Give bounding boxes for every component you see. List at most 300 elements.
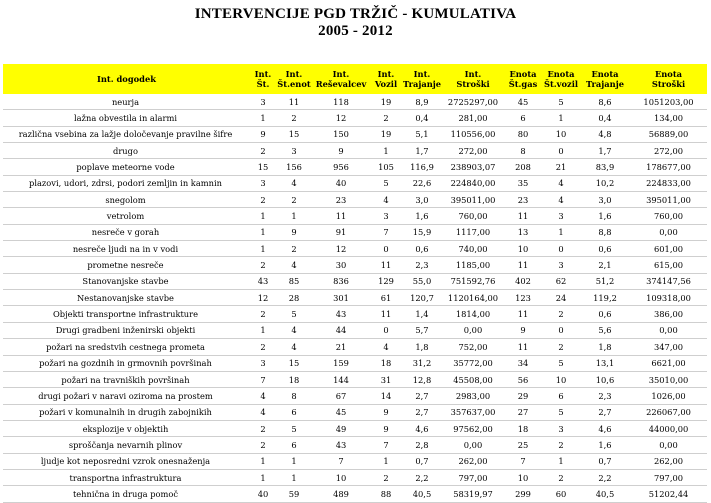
table-cell: 5 bbox=[370, 175, 402, 191]
column-header-label: Vozil bbox=[374, 79, 398, 89]
table-cell: 11 bbox=[276, 94, 312, 110]
row-event-name: plazovi, udori, zdrsi, podori zemljin in kamnin bbox=[3, 175, 250, 191]
table-cell: 88 bbox=[370, 486, 402, 502]
table-cell: 34 bbox=[504, 355, 542, 371]
table-cell: 123 bbox=[504, 290, 542, 306]
table-cell: 44000,00 bbox=[630, 420, 707, 436]
table-cell: 301 bbox=[312, 290, 370, 306]
table-cell: 110556,00 bbox=[442, 126, 504, 142]
table-row bbox=[3, 306, 707, 322]
table-cell: 23 bbox=[312, 192, 370, 208]
table-cell: 4 bbox=[276, 175, 312, 191]
table-cell: 35010,00 bbox=[630, 371, 707, 387]
table-cell: 272,00 bbox=[630, 143, 707, 159]
table-cell: 2 bbox=[276, 241, 312, 257]
table-cell: 4 bbox=[250, 404, 276, 420]
table-cell: 1185,00 bbox=[442, 257, 504, 273]
table-cell: 8,6 bbox=[580, 94, 630, 110]
table-cell: 1,8 bbox=[402, 339, 442, 355]
table-cell: 45 bbox=[312, 404, 370, 420]
table-cell: 740,00 bbox=[442, 241, 504, 257]
table-cell: 43 bbox=[312, 306, 370, 322]
table-cell: 62 bbox=[542, 273, 580, 289]
table-body bbox=[3, 94, 707, 502]
table-cell: 3 bbox=[542, 208, 580, 224]
column-header-label: Št. bbox=[256, 79, 270, 89]
row-event-name: tehnična in druga pomoč bbox=[3, 486, 250, 502]
table-cell: 262,00 bbox=[442, 453, 504, 469]
table-cell: 224833,00 bbox=[630, 175, 707, 191]
row-event-name: transportna infrastruktura bbox=[3, 469, 250, 485]
table-cell: 272,00 bbox=[442, 143, 504, 159]
table-cell: 40 bbox=[250, 486, 276, 502]
table-cell: 1 bbox=[250, 241, 276, 257]
table-cell: 2 bbox=[250, 339, 276, 355]
table-cell: 118 bbox=[312, 94, 370, 110]
table-cell: 1,8 bbox=[580, 339, 630, 355]
table-cell: 8,8 bbox=[580, 224, 630, 240]
table-cell: 60 bbox=[542, 486, 580, 502]
table-cell: 1026,00 bbox=[630, 388, 707, 404]
table-cell: 1,6 bbox=[580, 437, 630, 453]
table-cell: 2 bbox=[250, 420, 276, 436]
table-cell: 19 bbox=[370, 126, 402, 142]
table-cell: 1 bbox=[542, 110, 580, 126]
table-cell: 43 bbox=[312, 437, 370, 453]
column-header bbox=[542, 64, 580, 94]
row-event-name: Stanovanjske stavbe bbox=[3, 273, 250, 289]
column-header-label: Int. bbox=[377, 69, 395, 79]
table-cell: 1814,00 bbox=[442, 306, 504, 322]
table-cell: 5 bbox=[542, 94, 580, 110]
table-cell: 9 bbox=[276, 224, 312, 240]
table-cell: 43 bbox=[250, 273, 276, 289]
table-cell: 55,0 bbox=[402, 273, 442, 289]
table-cell: 9 bbox=[370, 420, 402, 436]
table-cell: 0,00 bbox=[630, 437, 707, 453]
table-cell: 0 bbox=[370, 322, 402, 338]
table-cell: 797,00 bbox=[630, 469, 707, 485]
row-event-name: lažna obvestila in alarmi bbox=[3, 110, 250, 126]
row-event-name: ljudje kot neposredni vzrok onesnaženja bbox=[3, 453, 250, 469]
column-header-label: Int. bbox=[254, 69, 272, 79]
table-cell: 18 bbox=[504, 420, 542, 436]
row-event-name: drugi požari v naravi oziroma na prostem bbox=[3, 388, 250, 404]
column-header-label: Enota bbox=[654, 69, 683, 79]
table-row bbox=[3, 273, 707, 289]
table-cell: 2,1 bbox=[580, 257, 630, 273]
table-cell: 2 bbox=[542, 306, 580, 322]
table-cell: 1 bbox=[276, 469, 312, 485]
table-row bbox=[3, 143, 707, 159]
table-cell: 374147,56 bbox=[630, 273, 707, 289]
table-cell: 238903,07 bbox=[442, 159, 504, 175]
table-cell: 156 bbox=[276, 159, 312, 175]
table-cell: 0 bbox=[542, 322, 580, 338]
row-event-name: snegolom bbox=[3, 192, 250, 208]
table-cell: 119,2 bbox=[580, 290, 630, 306]
table-cell: 5,1 bbox=[402, 126, 442, 142]
table-cell: 4,6 bbox=[580, 420, 630, 436]
row-event-name: požari na sredstvih cestnega prometa bbox=[3, 339, 250, 355]
table-row bbox=[3, 355, 707, 371]
table-cell: 12 bbox=[312, 110, 370, 126]
table-cell: 31 bbox=[370, 371, 402, 387]
table-cell: 8 bbox=[276, 388, 312, 404]
table-cell: 760,00 bbox=[630, 208, 707, 224]
table-cell: 4 bbox=[370, 192, 402, 208]
table-cell: 2 bbox=[370, 110, 402, 126]
table-cell: 56 bbox=[504, 371, 542, 387]
table-cell: 116,9 bbox=[402, 159, 442, 175]
table-cell: 35772,00 bbox=[442, 355, 504, 371]
table-cell: 1051203,00 bbox=[630, 94, 707, 110]
column-header bbox=[442, 64, 504, 94]
column-header-label: Enota bbox=[509, 69, 537, 79]
table-cell: 0 bbox=[542, 143, 580, 159]
table-cell: 0,6 bbox=[580, 241, 630, 257]
table-cell: 357637,00 bbox=[442, 404, 504, 420]
table-row bbox=[3, 453, 707, 469]
table-cell: 2,7 bbox=[580, 404, 630, 420]
table-cell: 208 bbox=[504, 159, 542, 175]
table-cell: 489 bbox=[312, 486, 370, 502]
table-cell: 0 bbox=[542, 241, 580, 257]
table-cell: 109318,00 bbox=[630, 290, 707, 306]
column-header-label: Enota bbox=[547, 69, 575, 79]
table-cell: 8,9 bbox=[402, 94, 442, 110]
table-cell: 91 bbox=[312, 224, 370, 240]
table-cell: 9 bbox=[250, 126, 276, 142]
table-cell: 5 bbox=[276, 306, 312, 322]
table-cell: 760,00 bbox=[442, 208, 504, 224]
row-event-name: Objekti transportne infrastrukture bbox=[3, 306, 250, 322]
table-cell: 13 bbox=[504, 224, 542, 240]
table-cell: 134,00 bbox=[630, 110, 707, 126]
table-cell: 2,7 bbox=[402, 404, 442, 420]
table-cell: 5,7 bbox=[402, 322, 442, 338]
table-row bbox=[3, 486, 707, 502]
table-row bbox=[3, 469, 707, 485]
column-header bbox=[370, 64, 402, 94]
table-cell: 0,4 bbox=[580, 110, 630, 126]
table-cell: 402 bbox=[504, 273, 542, 289]
row-event-name: drugo bbox=[3, 143, 250, 159]
table-cell: 2 bbox=[250, 192, 276, 208]
row-event-name: požari v komunalnih in drugih zabojnikih bbox=[3, 404, 250, 420]
table-row bbox=[3, 290, 707, 306]
table-row bbox=[3, 192, 707, 208]
table-cell: 226067,00 bbox=[630, 404, 707, 420]
table-cell: 1,6 bbox=[580, 208, 630, 224]
table-cell: 347,00 bbox=[630, 339, 707, 355]
column-header-label: Int. bbox=[413, 69, 431, 79]
table-cell: 4 bbox=[542, 192, 580, 208]
table-cell: 3,0 bbox=[580, 192, 630, 208]
table-cell: 0,00 bbox=[630, 322, 707, 338]
table-cell: 4 bbox=[370, 339, 402, 355]
table-cell: 4 bbox=[542, 175, 580, 191]
table-cell: 10 bbox=[312, 469, 370, 485]
table-cell: 25 bbox=[504, 437, 542, 453]
column-header-event bbox=[3, 64, 250, 94]
title-block bbox=[0, 6, 711, 40]
table-cell: 752,00 bbox=[442, 339, 504, 355]
table-cell: 80 bbox=[504, 126, 542, 142]
table-cell: 4 bbox=[276, 257, 312, 273]
table-cell: 7 bbox=[370, 437, 402, 453]
table-cell: 8 bbox=[504, 143, 542, 159]
table-cell: 615,00 bbox=[630, 257, 707, 273]
table-cell: 178677,00 bbox=[630, 159, 707, 175]
table-cell: 105 bbox=[370, 159, 402, 175]
table-cell: 58319,97 bbox=[442, 486, 504, 502]
table-cell: 1 bbox=[250, 469, 276, 485]
table-cell: 10 bbox=[504, 469, 542, 485]
row-event-name: Nestanovanjske stavbe bbox=[3, 290, 250, 306]
table-cell: 1 bbox=[370, 143, 402, 159]
table-cell: 4,8 bbox=[580, 126, 630, 142]
table-row bbox=[3, 126, 707, 142]
table-cell: 956 bbox=[312, 159, 370, 175]
table-cell: 4 bbox=[276, 322, 312, 338]
table-cell: 1120164,00 bbox=[442, 290, 504, 306]
table-cell: 9 bbox=[504, 322, 542, 338]
table-cell: 2,3 bbox=[402, 257, 442, 273]
table-cell: 28 bbox=[276, 290, 312, 306]
table-cell: 85 bbox=[276, 273, 312, 289]
table-cell: 21 bbox=[312, 339, 370, 355]
table-cell: 9 bbox=[312, 143, 370, 159]
table-cell: 10,2 bbox=[580, 175, 630, 191]
row-event-name: požari na travniških površinah bbox=[3, 371, 250, 387]
table-cell: 2 bbox=[542, 437, 580, 453]
table-cell: 797,00 bbox=[442, 469, 504, 485]
table-cell: 56889,00 bbox=[630, 126, 707, 142]
table-cell: 35 bbox=[504, 175, 542, 191]
table-cell: 3,0 bbox=[402, 192, 442, 208]
row-event-name: poplave meteorne vode bbox=[3, 159, 250, 175]
table-cell: 11 bbox=[504, 306, 542, 322]
table-row bbox=[3, 404, 707, 420]
column-header bbox=[250, 64, 276, 94]
table-cell: 45 bbox=[504, 94, 542, 110]
row-event-name: Drugi gradbeni inženirski objekti bbox=[3, 322, 250, 338]
table-cell: 2 bbox=[250, 306, 276, 322]
table-cell: 61 bbox=[370, 290, 402, 306]
table-cell: 2 bbox=[250, 257, 276, 273]
row-event-name: nesreče v gorah bbox=[3, 224, 250, 240]
table-cell: 44 bbox=[312, 322, 370, 338]
table-cell: 2,7 bbox=[402, 388, 442, 404]
table-cell: 13,1 bbox=[580, 355, 630, 371]
table-cell: 7 bbox=[312, 453, 370, 469]
table-cell: 2725297,00 bbox=[442, 94, 504, 110]
table-cell: 2,8 bbox=[402, 437, 442, 453]
table-cell: 15,9 bbox=[402, 224, 442, 240]
table-cell: 6621,00 bbox=[630, 355, 707, 371]
table-cell: 3 bbox=[250, 94, 276, 110]
table-cell: 51,2 bbox=[580, 273, 630, 289]
table-cell: 4,6 bbox=[402, 420, 442, 436]
table-cell: 3 bbox=[370, 208, 402, 224]
table-row bbox=[3, 388, 707, 404]
column-header bbox=[276, 64, 312, 94]
table-cell: 386,00 bbox=[630, 306, 707, 322]
table-cell: 83,9 bbox=[580, 159, 630, 175]
table-cell: 0,4 bbox=[402, 110, 442, 126]
table-cell: 6 bbox=[504, 110, 542, 126]
row-event-name: eksplozije v objektih bbox=[3, 420, 250, 436]
table-cell: 1 bbox=[276, 453, 312, 469]
table-cell: 3 bbox=[250, 355, 276, 371]
table-cell: 120,7 bbox=[402, 290, 442, 306]
column-header-label: Stroški bbox=[651, 79, 686, 89]
table-cell: 2983,00 bbox=[442, 388, 504, 404]
table-row bbox=[3, 322, 707, 338]
row-event-name: različna vsebina za lažje določevanje pravilne šifre bbox=[3, 126, 250, 142]
table-cell: 1 bbox=[250, 322, 276, 338]
table-cell: 40 bbox=[312, 175, 370, 191]
table-cell: 31,2 bbox=[402, 355, 442, 371]
table-cell: 23 bbox=[504, 192, 542, 208]
table-cell: 1,6 bbox=[402, 208, 442, 224]
table-cell: 1,7 bbox=[402, 143, 442, 159]
table-cell: 29 bbox=[504, 388, 542, 404]
table-cell: 10,6 bbox=[580, 371, 630, 387]
table-cell: 1 bbox=[276, 208, 312, 224]
table-cell: 51202,44 bbox=[630, 486, 707, 502]
column-header-label: Int. bbox=[464, 69, 482, 79]
table-cell: 5,6 bbox=[580, 322, 630, 338]
table-cell: 14 bbox=[370, 388, 402, 404]
report-title: INTERVENCIJE PGD TRŽIČ - KUMULATIVA bbox=[194, 6, 517, 22]
table-cell: 2 bbox=[250, 437, 276, 453]
table-cell: 1117,00 bbox=[442, 224, 504, 240]
row-event-name: nesreče ljudi na in v vodi bbox=[3, 241, 250, 257]
table-cell: 11 bbox=[312, 208, 370, 224]
table-cell: 224840,00 bbox=[442, 175, 504, 191]
table-cell: 18 bbox=[370, 355, 402, 371]
table-cell: 6 bbox=[276, 437, 312, 453]
table-cell: 0,00 bbox=[442, 322, 504, 338]
table-row bbox=[3, 175, 707, 191]
table-cell: 1 bbox=[250, 453, 276, 469]
column-header-label: Trajanje bbox=[585, 79, 624, 89]
table-cell: 3 bbox=[542, 420, 580, 436]
table-cell: 18 bbox=[276, 371, 312, 387]
column-header-label: Int. dogodek bbox=[96, 74, 157, 84]
table-cell: 0,00 bbox=[630, 224, 707, 240]
table-cell: 144 bbox=[312, 371, 370, 387]
column-header-label: Št.gas bbox=[508, 79, 538, 89]
column-header-label: Trajanje bbox=[403, 79, 442, 89]
column-header-label: Št.enot bbox=[277, 79, 311, 89]
table-cell: 45508,00 bbox=[442, 371, 504, 387]
table-cell: 2,2 bbox=[402, 469, 442, 485]
table-cell: 6 bbox=[276, 404, 312, 420]
table-row bbox=[3, 159, 707, 175]
table-cell: 2 bbox=[276, 192, 312, 208]
table-cell: 3 bbox=[542, 257, 580, 273]
table-cell: 0,7 bbox=[402, 453, 442, 469]
table-cell: 30 bbox=[312, 257, 370, 273]
table-cell: 40,5 bbox=[402, 486, 442, 502]
table-cell: 395011,00 bbox=[630, 192, 707, 208]
interventions-table bbox=[3, 64, 707, 503]
row-event-name: prometne nesreče bbox=[3, 257, 250, 273]
table-cell: 97562,00 bbox=[442, 420, 504, 436]
table-cell: 1 bbox=[542, 224, 580, 240]
table-cell: 1,7 bbox=[580, 143, 630, 159]
table-cell: 4 bbox=[250, 388, 276, 404]
table-cell: 11 bbox=[504, 339, 542, 355]
table-cell: 1 bbox=[250, 110, 276, 126]
table-cell: 751592,76 bbox=[442, 273, 504, 289]
table-cell: 3 bbox=[276, 143, 312, 159]
table-row bbox=[3, 257, 707, 273]
table-cell: 5 bbox=[542, 404, 580, 420]
column-header bbox=[504, 64, 542, 94]
table-row bbox=[3, 420, 707, 436]
column-header-label: Reševalcev bbox=[315, 79, 367, 89]
table-cell: 601,00 bbox=[630, 241, 707, 257]
table-cell: 0,00 bbox=[442, 437, 504, 453]
table-cell: 1 bbox=[370, 453, 402, 469]
table-cell: 836 bbox=[312, 273, 370, 289]
table-cell: 22,6 bbox=[402, 175, 442, 191]
table-cell: 2,3 bbox=[580, 388, 630, 404]
table-cell: 10 bbox=[542, 126, 580, 142]
table-cell: 10 bbox=[542, 371, 580, 387]
header-row bbox=[3, 64, 707, 94]
column-header bbox=[630, 64, 707, 94]
table-cell: 2 bbox=[276, 110, 312, 126]
table-row bbox=[3, 241, 707, 257]
table-cell: 299 bbox=[504, 486, 542, 502]
table-cell: 2 bbox=[542, 339, 580, 355]
table-cell: 21 bbox=[542, 159, 580, 175]
table-cell: 27 bbox=[504, 404, 542, 420]
column-header-label: Št.vozil bbox=[543, 79, 579, 89]
report-period: 2005 - 2012 bbox=[318, 23, 393, 39]
table-cell: 2 bbox=[542, 469, 580, 485]
table-cell: 7 bbox=[250, 371, 276, 387]
table-cell: 11 bbox=[504, 208, 542, 224]
table-cell: 4 bbox=[276, 339, 312, 355]
table-cell: 395011,00 bbox=[442, 192, 504, 208]
column-header bbox=[580, 64, 630, 94]
column-header-label: Int. bbox=[285, 69, 303, 79]
table-cell: 7 bbox=[370, 224, 402, 240]
table-cell: 1,4 bbox=[402, 306, 442, 322]
column-header-label: Enota bbox=[591, 69, 619, 79]
table-row bbox=[3, 110, 707, 126]
table-cell: 0,6 bbox=[580, 306, 630, 322]
table-row bbox=[3, 437, 707, 453]
column-header bbox=[312, 64, 370, 94]
table-cell: 2 bbox=[370, 469, 402, 485]
table-cell: 0,6 bbox=[402, 241, 442, 257]
table-cell: 11 bbox=[370, 306, 402, 322]
row-event-name: vetrolom bbox=[3, 208, 250, 224]
table-cell: 9 bbox=[370, 404, 402, 420]
table-cell: 5 bbox=[542, 355, 580, 371]
table-cell: 1 bbox=[250, 224, 276, 240]
table-cell: 2,2 bbox=[580, 469, 630, 485]
table-cell: 15 bbox=[276, 355, 312, 371]
table-cell: 2 bbox=[250, 143, 276, 159]
